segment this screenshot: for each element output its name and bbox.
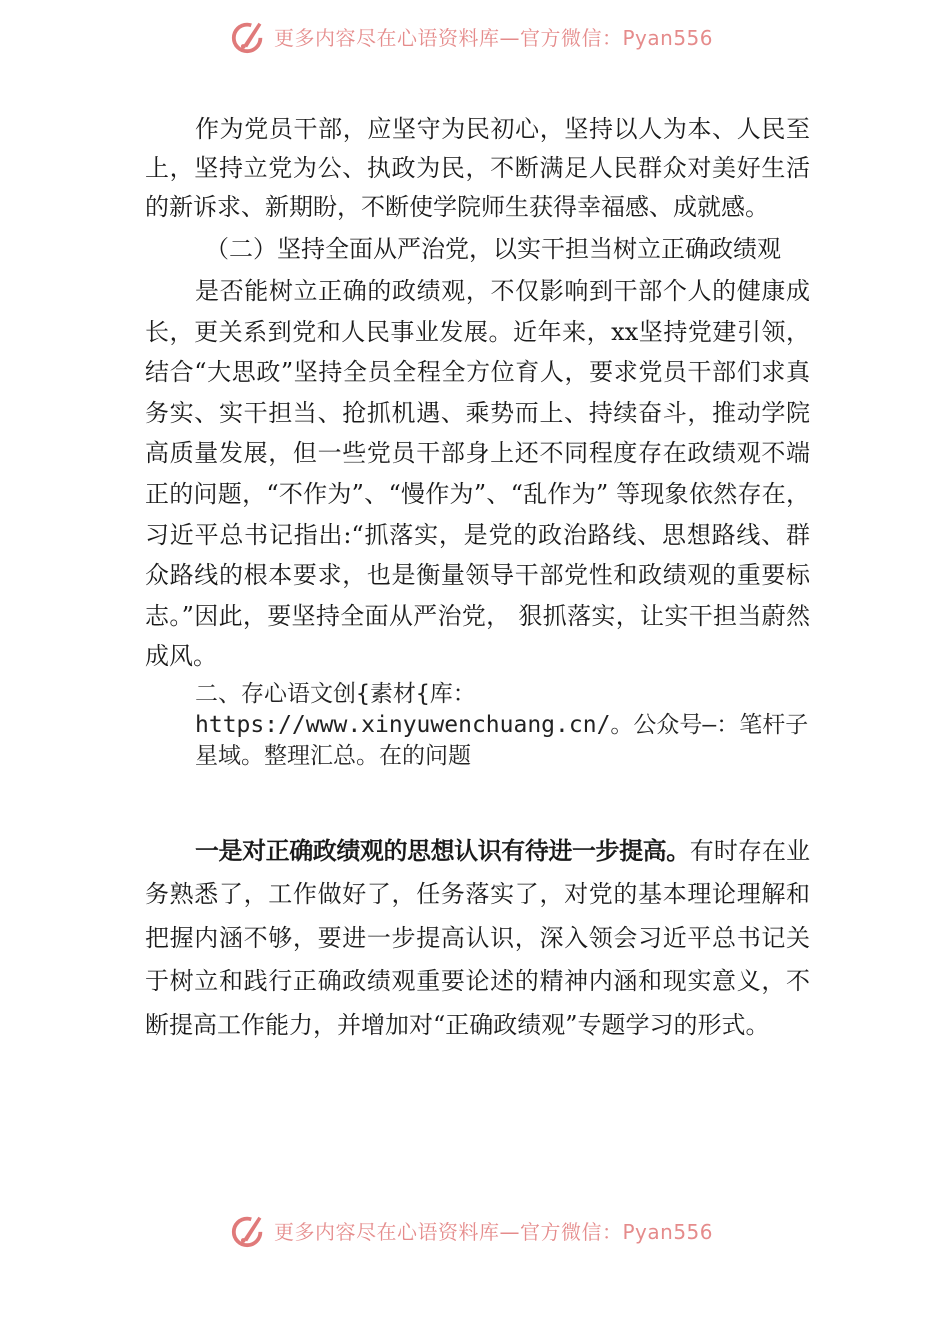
brush-circle-logo-icon bbox=[230, 17, 268, 55]
section-heading: 二、存心语文创{素材{库：https://www.xinyuwenchuang.cn/。公众号—：笔杆子星域。整理汇总。在的问题 bbox=[195, 680, 809, 769]
header-watermark-banner bbox=[230, 16, 713, 56]
footer-watermark-banner bbox=[230, 1210, 713, 1250]
paragraph-1: 作为党员干部，应坚守为民初心，坚持以人为本、人民至上，坚持立党为公、执政为民，不断满足人民群众对美好生活的新诉求、新期盼，不断使学院师生获得幸福感、成就感。 bbox=[145, 115, 810, 221]
header-watermark-text: 更多内容尽在心语资料库—官方微信：Pyan556 bbox=[274, 25, 714, 50]
paragraph-2: 是否能树立正确的政绩观，不仅影响到干部个人的健康成长，更关系到党和人民事业发展。近年来，xx坚持党建引领，结合“大思政”坚持全员全程全方位育人，要求党员干部们求真务实、实干担当、抢抓机遇、乘势而上、持续奋斗，推动学院高质量发展，但一些党员干部身上还不同程度存在政绩观不端正的问题，“不作为”、“慢作为”、“乱作为” 等现象依然存在，习近平总书记指出:“抓落实，是党的政治路线、思想路线、群众路线的根本要求，也是衡量领导干部党性和政绩观的重要标志。”因此，要坚持全面从严治党， 狠抓落实，让实干担当蔚然成风。 bbox=[145, 277, 810, 671]
paragraph-3 bbox=[145, 830, 810, 1048]
brush-circle-logo-icon bbox=[230, 1211, 268, 1249]
paragraph-3-lead: 一是对正确政绩观的思想认识有待进一步提高。 bbox=[195, 836, 690, 865]
document-body bbox=[145, 110, 810, 1047]
paragraph-3-text: 有时存在业务熟悉了，工作做好了，任务落实了，对党的基本理论理解和把握内涵不够，要进一步提高认识，深入领会习近平总书记关于树立和践行正确政绩观重要论述的精神内涵和现实意义，不断提高工作能力，并增加对“正确政绩观”专题学习的形式。 bbox=[145, 836, 811, 1039]
footer-watermark-text: 更多内容尽在心语资料库—官方微信：Pyan556 bbox=[274, 1219, 714, 1244]
subheading-2: （二）坚持全面从严治党，以实干担当树立正确政绩观 bbox=[205, 235, 781, 263]
